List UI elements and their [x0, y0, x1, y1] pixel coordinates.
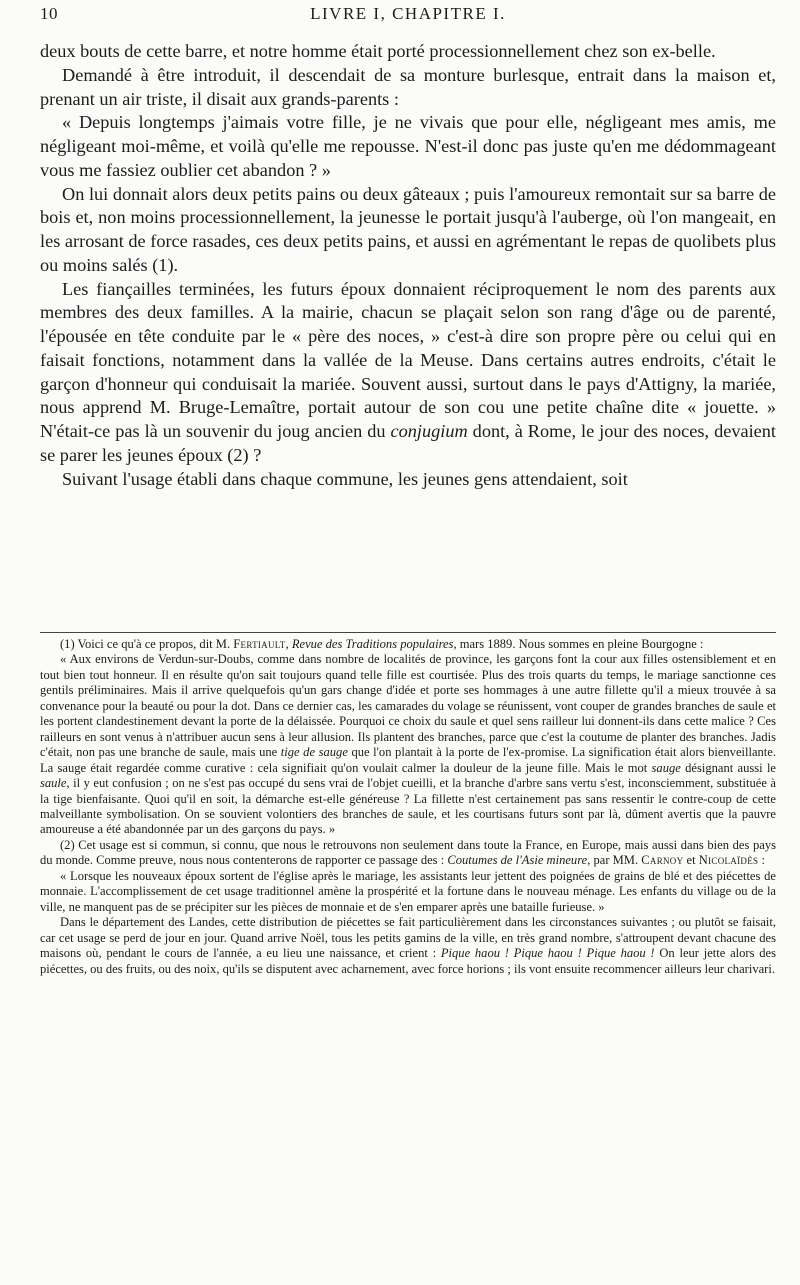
- footnote-rule: [40, 632, 776, 633]
- paragraph: Demandé à être introduit, il descendait de sa monture burlesque, entrait dans la maison et, prenant un air triste, il disait aux grands-parents :: [40, 64, 776, 109]
- main-text: [40, 40, 776, 491]
- journal-title: Revue des Traditions populaires: [291, 637, 454, 651]
- paragraph: Suivant l'usage établi dans chaque commune, les jeunes gens attendaient, soit: [62, 468, 628, 489]
- text-run: , par MM.: [587, 853, 642, 868]
- text-run: (1) Voici ce qu'à ce propos, dit M.: [60, 637, 234, 651]
- running-title: LIVRE I, CHAPITRE I.: [310, 4, 506, 23]
- author-name: Nicolaïdès: [698, 853, 759, 868]
- text-run: On leur jette alors des piécettes, ou des fruits, ou des noix, qu'ils se disputent avec acharnement, avec force horions ; ils vont ensuite recommencer ailleurs leur charivari.: [40, 946, 776, 976]
- text-run: Dans le département des Landes, cette distribution de piécettes se fait particulièrement dans les circonstances suivantes ; ou plutôt se faisait, car cet usage se perd de jour en jour. Quand arrive Noël, tous les petits gamins de la ville, en très grand nombre, s'attroupent devant chacune des maisons où, pendant le cours de l'année, a eu lieu une naissance, et crient :: [40, 915, 776, 961]
- page-number: 10: [40, 4, 58, 23]
- text-run: que l'on plantait à la porte de l'ex-promise. La signification était alors bienveillante. La sauge était regardée comme curative : cela signifiait qu'on voulait calmer la douleur de la jeune fille. Mais le mot: [40, 745, 777, 775]
- footnote-2-quote: « Lorsque les nouveaux époux sortent de l'église après le mariage, les assistants leur jettent des poignées de grains de blé et des piécettes de monnaie. L'accomplissement de cet usage traditionnel amène la prospérité et la fortune dans le nouveau ménage. Les enfants du village ou de la ville, ne manquent pas de se précipiter sur les pièces de monnaie et de s'en emparer après une bataille furieuse. »: [40, 868, 776, 914]
- text-run: dont, à Rome, le jour des noces, devaient se parer les jeunes époux (2) ?: [40, 421, 776, 465]
- text-run: :: [758, 853, 765, 868]
- emphasis: Pique haou ! Pique haou ! Pique haou !: [440, 946, 655, 961]
- footnote-2-continuation: [40, 915, 776, 977]
- text-run: et: [683, 853, 699, 868]
- paragraph: « Depuis longtemps j'aimais votre fille, je ne vivais que pour elle, négligeant mes amis, me négligeant moi-même, et voilà qu'elle me repousse. N'est-il donc pas juste qu'en me dédommageant vous me fassiez oublier cet abandon ? »: [40, 112, 776, 180]
- paragraph: deux bouts de cette barre, et notre homme était porté processionnellement chez son ex-belle.: [40, 41, 716, 61]
- footnotes: [40, 637, 776, 977]
- text-run: Les fiançailles terminées, les futurs époux donnaient réciproquement le nom des parents aux membres des deux familles. A la mairie, chacun se plaçait selon son rang d'âge ou de parenté, l'épousée en tête conduite par le « père des noces, » c'est-à dire son propre père ou celui qui en faisait fonctions, notamment dans la vallée de la Meuse. Dans certains autres endroits, c'était le garçon d'honneur qui conduisait la mariée. Souvent aussi, surtout dans le pays d'Attigny, la mariée, nous apprend M. Bruge-Lemaître, portait autour de son cou une petite chaîne dite « jouette. » N'était-ce pas là un souvenir du joug ancien du: [40, 278, 776, 441]
- paragraph: [40, 278, 776, 468]
- emphasis: sauge: [651, 760, 681, 775]
- emphasis: saule: [40, 776, 67, 791]
- running-head: [40, 4, 776, 28]
- footnote-2: [40, 838, 776, 869]
- paragraph: On lui donnait alors deux petits pains ou deux gâteaux ; puis l'amoureux remontait sur sa barre de bois et, non moins processionnellement, la jeunesse le portait jusqu'à l'auberge, où l'on mangeait, en les arrosant de force rasades, ces deux petits pains, et aussi en agrémentant le repas de quolibets plus ou moins salés (1).: [40, 183, 776, 275]
- text-run: , il y eut confusion ; on ne s'est pas occupé du sens vrai de l'objet cueilli, et la branche d'arbre sans vertu s'est, inconsciemment, substituée à la tige bienfaisante. Quoi qu'il en soit, la démarche est-elle généreuse ? La fillette n'est certainement pas sans ressentir le contre-coup de cette malveillante symbolisation. On se souvient volontiers des branches de saule, et les courtisans futurs sont par là, dûment avertis que la pauvre amoureuse a été abandonnée par un des garçons du pays. »: [40, 776, 776, 837]
- book-title: Coutumes de l'Asie mineure: [447, 853, 588, 868]
- text-run: , mars 1889. Nous sommes en pleine Bourgogne :: [453, 637, 704, 651]
- emphasis: conjugium: [390, 421, 468, 441]
- author-name: Fertiault: [233, 637, 286, 651]
- footnote-1: [40, 637, 776, 652]
- text-run: ,: [285, 637, 292, 651]
- text-run: (2) Cet usage est si commun, si connu, que nous le retrouvons non seulement dans toute la France, en Europe, mais aussi dans bien des pays du monde. Comme preuve, nous nous contenterons de rapporter ce passage des :: [40, 837, 776, 868]
- text-run: désignant aussi le: [680, 760, 776, 775]
- text-run: « Aux environs de Verdun-sur-Doubs, comme dans nombre de localités de province, les garçons font la cour aux filles ostensiblement et en tout bien tout honneur. Il en résulte qu'on sait toujours quand telle fille est courtisée. Plus des trois quarts du temps, le mariage sanctionne ces gentils préliminaires. Mais il arrive quelquefois qu'un gars change d'idée et porte ses hommages à une autre fillette qu'il a mieux trouvée à sa convenance pour la beauté ou pour la dot. Dans ce dernier cas, les camarades du volage se réunissent, vont couper de grandes branches de saule et les portent clandestinement devant la porte de la délaissée. Pourquoi ce choix du saule et quel sens railleur lui donnent-ils dans cette malice ? Ces railleurs en sont venus à n'attribuer aucun sens à leur allusion. Ils plantent des branches, parce que c'est la coutume de planter des branches. Jadis c'était, non pas une branche de saule, mais une: [40, 652, 776, 760]
- emphasis: tige de sauge: [280, 745, 348, 760]
- author-name: Carnoy: [641, 853, 684, 868]
- footnote-1-quote: [40, 652, 776, 837]
